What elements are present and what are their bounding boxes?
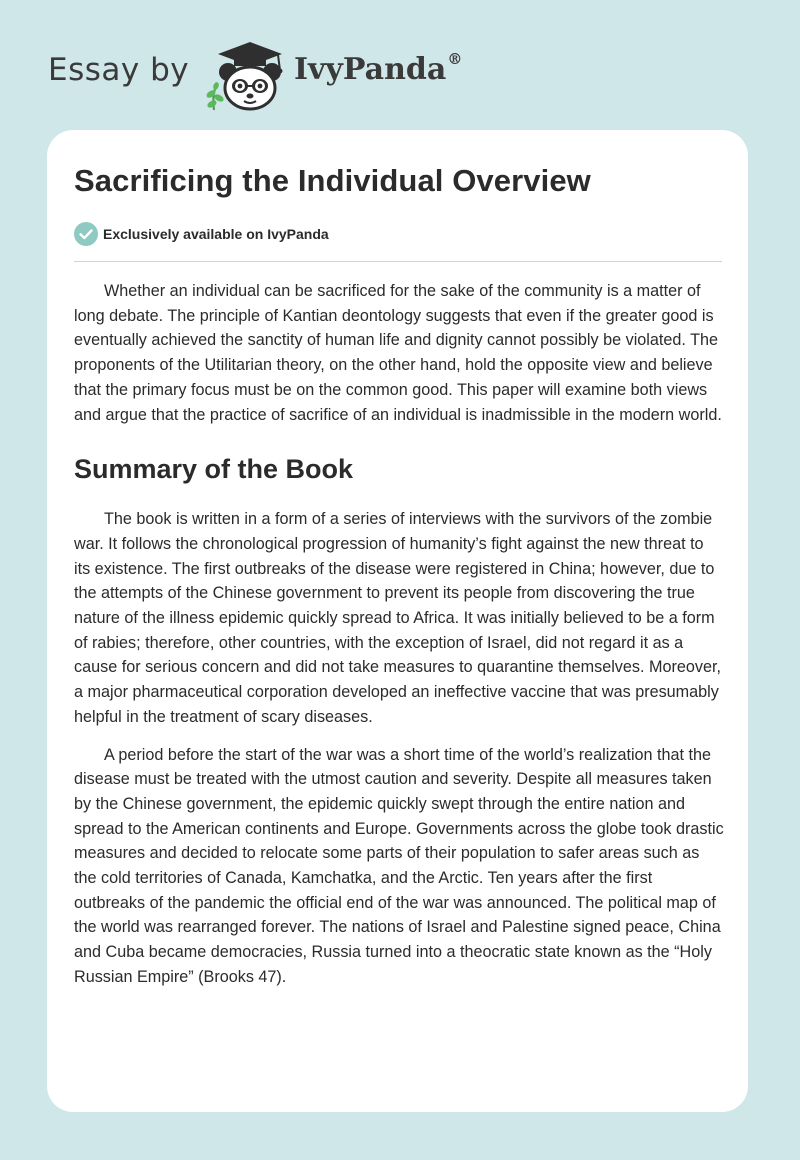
check-circle-icon xyxy=(74,222,98,246)
exclusive-badge xyxy=(74,222,329,246)
brand-text: IvyPanda xyxy=(294,52,447,87)
registered-mark: ® xyxy=(447,50,463,68)
divider xyxy=(74,261,722,262)
brand-name[interactable] xyxy=(294,52,462,87)
page-title: Sacrificing the Individual Overview xyxy=(74,163,591,198)
exclusive-badge-text: Exclusively available on IvyPanda xyxy=(103,226,329,242)
body-paragraph: A period before the start of the war was a short time of the world’s realization that the disease must be treated with the utmost caution and severity. Despite all measures taken by the Chinese government, the epidemic quickly swept through the entire nation and spread to the American continents and Europe. Governments across the globe took drastic measures and decided to relocate some parts of their population to safer areas such as the cold territories of Canada, Kamchatka, and the Arctic. Ten years after the first outbreaks of the pandemic the official end of the war was announced. The political map of the world was rearranged forever. The nations of Israel and Palestine signed peace, China and Cuba became democracies, Russia turned into a theocratic state known as the “Holy Russian Empire” (Brooks 47). xyxy=(74,745,724,986)
site-header xyxy=(48,30,748,120)
body-paragraph: The book is written in a form of a series of interviews with the survivors of the zombie war. It follows the chronological progression of humanity’s fight against the new threat to its existence. The first outbreaks of the disease were registered in China; however, due to the attempts of the Chinese government to prevent its people from discovering the true nature of the illness epidemic quickly spread to Africa. It was initially believed to be a form of rabies; therefore, other countries, with the exception of Israel, did not regard it as a cause for serious concern and did not take measures to quarantine themselves. Moreover, a major pharmaceutical corporation developed an ineffective vaccine that was presumably helpful in the treatment of scary diseases. xyxy=(74,510,721,726)
section-heading-summary: Summary of the Book xyxy=(74,454,354,485)
panda-graduate-logo-icon[interactable] xyxy=(200,34,296,114)
intro-paragraph: Whether an individual can be sacrificed for the sake of the community is a matter of long debate. The principle of Kantian deontology suggests that even if the greater good is eventually achieved the sanctity of human life and dignity cannot possibly be violated. The proponents of the Utilitarian theory, on the other hand, hold the opposite view and believe that the primary focus must be on the common good. This paper will examine both views and argue that the practice of sacrifice of an individual is inadmissible in the modern world. xyxy=(74,282,722,424)
essay-card xyxy=(47,130,748,1112)
essay-body xyxy=(74,279,724,990)
essay-by-label: Essay by xyxy=(48,52,190,88)
